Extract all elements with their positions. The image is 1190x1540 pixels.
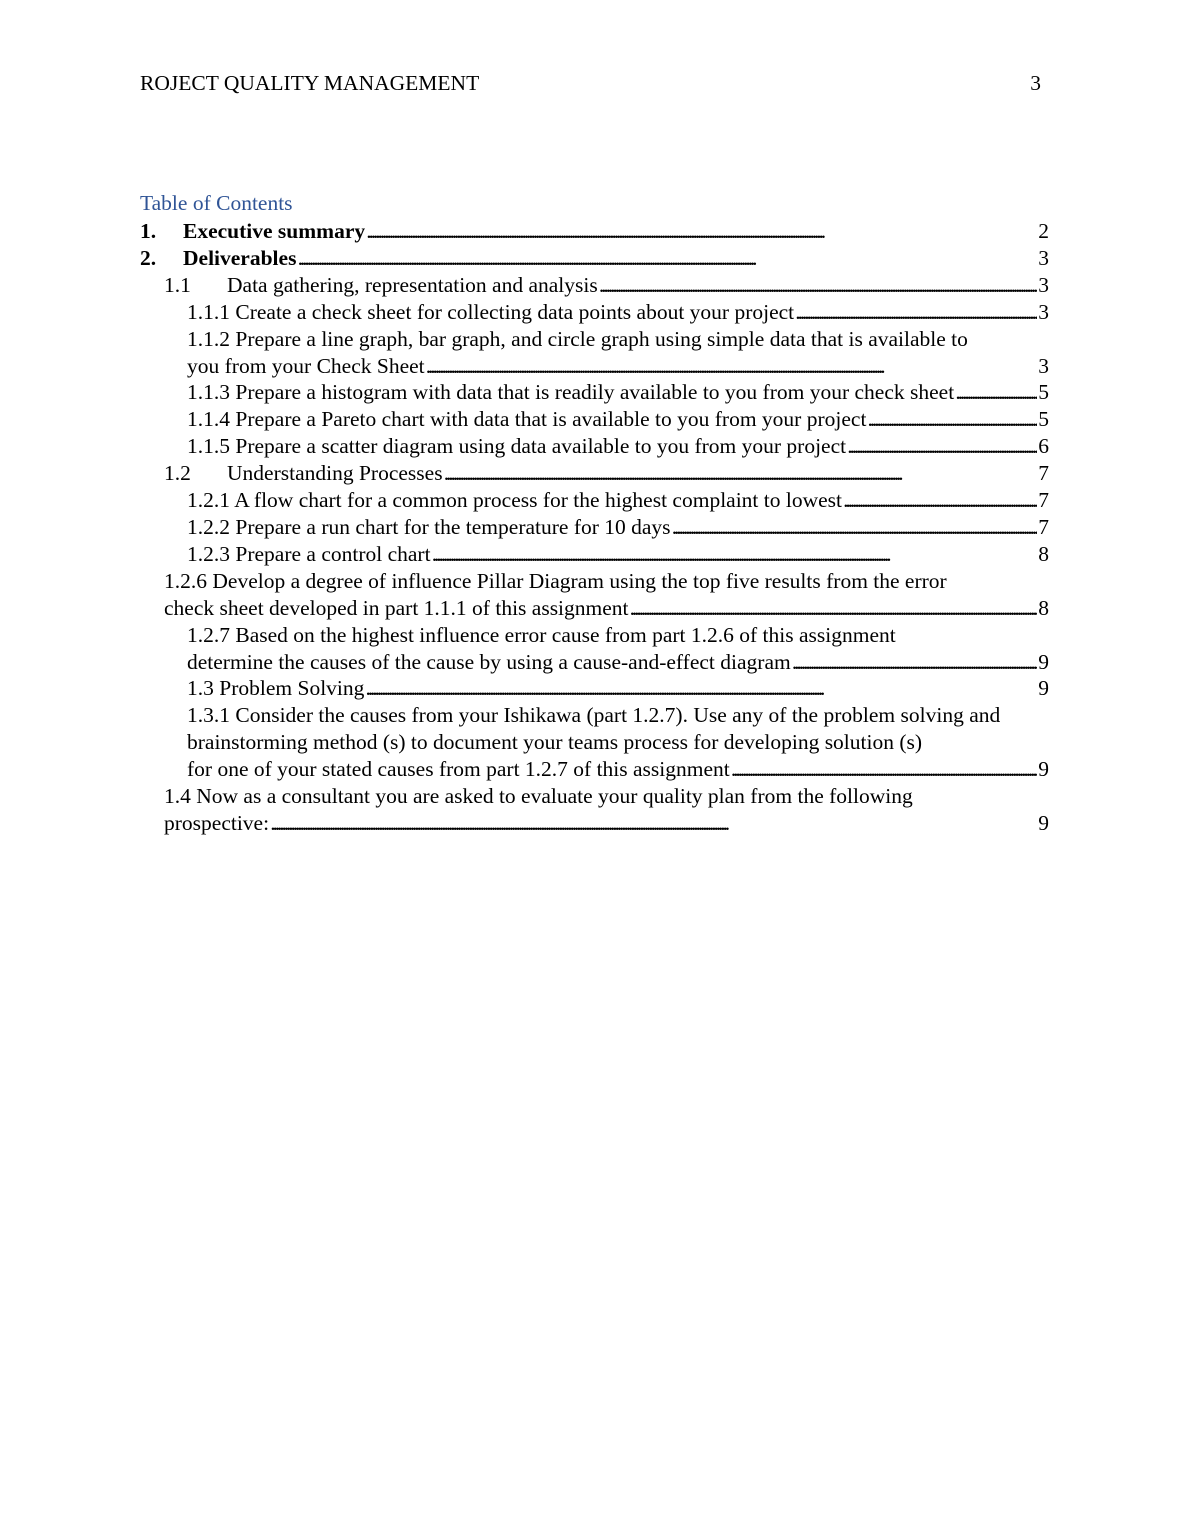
toc-entry-page: 3: [1038, 299, 1049, 324]
toc-entry-page: 2: [1038, 219, 1049, 243]
toc-entry-page: 8: [1038, 595, 1049, 620]
toc-entry[interactable]: [140, 702, 1049, 783]
toc-entry-number: 2.: [140, 245, 157, 270]
toc-entry-lead: 1.3.1 Consider the causes from your Ishikawa (part 1.2.7). Use any of the problem solving and brainstorming method (s) to document your teams process for developing solution (s): [187, 703, 1001, 755]
toc-entry-text: 1.1.4 Prepare a Pareto chart with data that is available to you from your project: [187, 407, 867, 432]
toc-entry-text: 1.2.3 Prepare a control chart: [187, 541, 431, 566]
toc-entry[interactable]: [140, 218, 1049, 245]
toc-entry[interactable]: [140, 541, 1049, 568]
toc-entry-page: 3: [1038, 245, 1049, 270]
toc-entry[interactable]: [140, 379, 1049, 406]
toc-entry[interactable]: [140, 514, 1049, 541]
toc-entry-page: 5: [1038, 380, 1049, 405]
toc-entry-text: 1.2.1 A flow chart for a common process for the highest complaint to lowest: [187, 488, 843, 513]
toc-entry-number: 1.2: [164, 461, 191, 486]
toc-entry-list: [140, 218, 1049, 837]
toc-entry[interactable]: [140, 406, 1049, 433]
toc-entry-text: determine the causes of the cause by using a cause-and-effect diagram: [187, 649, 791, 674]
toc-entry-text: Data gathering, representation and analysis: [227, 272, 598, 297]
toc-entry-page: 7: [1038, 514, 1049, 539]
toc-entry-text: 1.1.5 Prepare a scatter diagram using data available to you from your project: [187, 434, 847, 459]
toc-entry[interactable]: [140, 245, 1049, 272]
toc-entry-text: Understanding Processes: [227, 461, 443, 486]
toc-entry-lead: 1.2.7 Based on the highest influence error cause from part 1.2.6 of this assignment: [187, 622, 896, 647]
toc-entry-lead: 1.1.2 Prepare a line graph, bar graph, and circle graph using simple data that is available to: [187, 326, 968, 351]
toc-entry-text: 1.2.2 Prepare a run chart for the temperature for 10 days: [187, 514, 671, 539]
toc-entry[interactable]: [140, 568, 1049, 622]
toc-entry[interactable]: [140, 675, 1049, 702]
toc-entry[interactable]: [140, 622, 1049, 676]
toc-entry-page: 3: [1038, 272, 1049, 297]
running-header-title: ROJECT QUALITY MANAGEMENT: [140, 71, 480, 95]
page-number: 3: [1030, 71, 1041, 95]
toc-entry-number: 1.: [140, 219, 157, 243]
toc-entry-page: 9: [1038, 810, 1049, 835]
table-of-contents: [140, 189, 1049, 837]
toc-entry-text: 1.1.1 Create a check sheet for collecting data points about your project: [187, 299, 795, 324]
toc-entry[interactable]: [140, 460, 1049, 487]
toc-entry-text: 1.1.3 Prepare a histogram with data that is readily available to you from your check sheet: [187, 380, 955, 405]
toc-entry[interactable]: [140, 272, 1049, 299]
toc-entry-page: 7: [1038, 461, 1049, 486]
toc-entry-text: Executive summary: [183, 219, 366, 243]
toc-entry-lead: 1.2.6 Develop a degree of influence Pillar Diagram using the top five results from the error: [164, 568, 947, 593]
toc-entry-lead: 1.4 Now as a consultant you are asked to evaluate your quality plan from the following: [164, 784, 913, 809]
toc-entry-number: 1.1: [164, 272, 191, 297]
toc-entry-page: 7: [1038, 488, 1049, 513]
toc-entry-text: prospective:: [164, 810, 270, 835]
toc-entry-page: 3: [1038, 353, 1049, 378]
toc-entry-text: 1.3 Problem Solving: [187, 676, 365, 701]
toc-entry-text: you from your Check Sheet: [187, 353, 425, 378]
toc-entry[interactable]: [140, 299, 1049, 326]
toc-entry-text: Deliverables: [183, 245, 297, 270]
toc-entry-page: 6: [1038, 434, 1049, 459]
toc-entry[interactable]: [140, 487, 1049, 514]
toc-entry-page: 9: [1038, 757, 1049, 782]
toc-entry-text: check sheet developed in part 1.1.1 of this assignment: [164, 595, 629, 620]
toc-entry-page: 8: [1038, 541, 1049, 566]
running-header: [140, 70, 1041, 97]
toc-entry[interactable]: [140, 783, 1049, 837]
toc-entry-page: 5: [1038, 407, 1049, 432]
toc-entry[interactable]: [140, 433, 1049, 460]
toc-entry-page: 9: [1038, 676, 1049, 701]
toc-entry[interactable]: [140, 326, 1049, 380]
toc-heading: Table of Contents: [140, 191, 293, 215]
toc-entry-text: for one of your stated causes from part 1.2.7 of this assignment: [187, 757, 730, 782]
toc-entry-page: 9: [1038, 649, 1049, 674]
